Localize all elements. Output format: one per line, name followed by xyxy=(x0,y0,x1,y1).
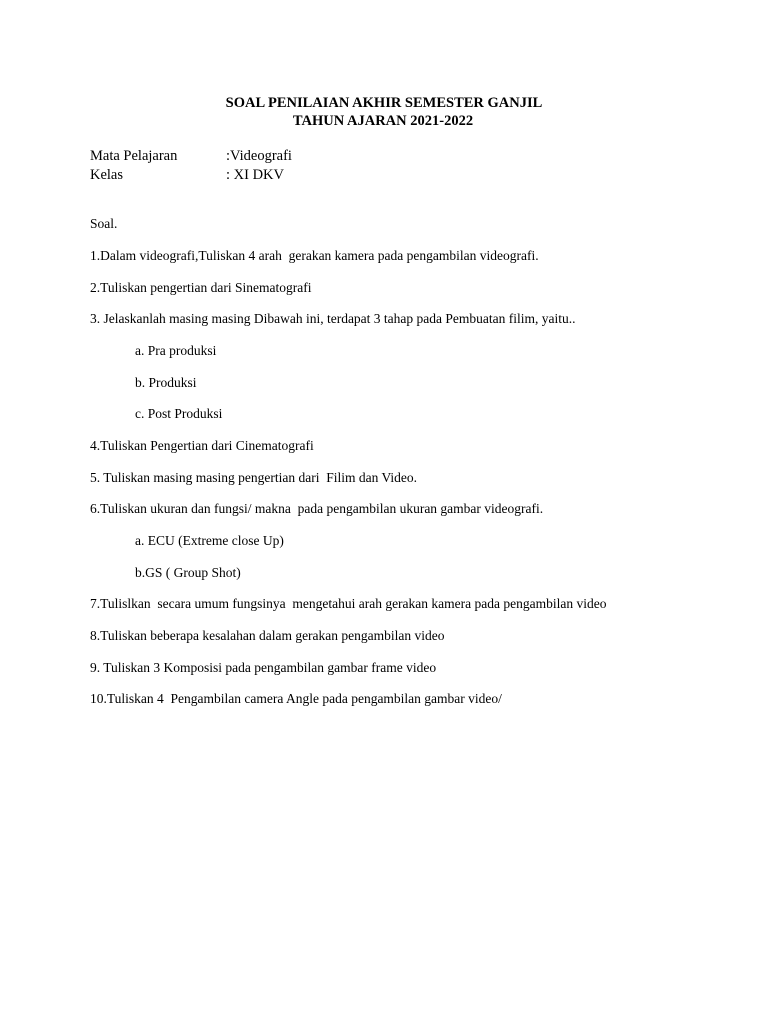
question-9: 9. Tuliskan 3 Komposisi pada pengambilan gambar frame video xyxy=(90,660,437,675)
question-3: 3. Jelaskanlah masing masing Dibawah ini, terdapat 3 tahap pada Pembuatan filim, yaitu.. xyxy=(90,311,576,326)
subject-label: Mata Pelajaran xyxy=(90,148,178,164)
class-row xyxy=(90,166,284,184)
document-title: SOAL PENILAIAN AKHIR SEMESTER GANJIL xyxy=(225,95,543,111)
question-8: 8.Tuliskan beberapa kesalahan dalam gerakan pengambilan video xyxy=(90,628,445,643)
class-label: Kelas xyxy=(90,167,124,183)
question-2: 2.Tuliskan pengertian dari Sinematografi xyxy=(90,280,312,295)
subject-row xyxy=(90,147,292,165)
document-subtitle: TAHUN AJARAN 2021-2022 xyxy=(292,113,474,129)
question-3-option-a: a. Pra produksi xyxy=(135,343,217,358)
soal-heading: Soal. xyxy=(90,216,118,231)
question-5: 5. Tuliskan masing masing pengertian dari Filim dan Video. xyxy=(90,470,418,485)
question-1: 1.Dalam videografi,Tuliskan 4 arah gerakan kamera pada pengambilan videografi. xyxy=(90,248,539,263)
question-10: 10.Tuliskan 4 Pengambilan camera Angle pada pengambilan gambar video/ xyxy=(90,691,502,706)
question-4: 4.Tuliskan Pengertian dari Cinematografi xyxy=(90,438,314,453)
question-6-option-a: a. ECU (Extreme close Up) xyxy=(135,533,284,548)
class-value: : XI DKV xyxy=(226,167,284,183)
question-3-option-b: b. Produksi xyxy=(135,375,197,390)
question-6: 6.Tuliskan ukuran dan fungsi/ makna pada pengambilan ukuran gambar videografi. xyxy=(90,501,544,516)
question-6-option-b: b.GS ( Group Shot) xyxy=(135,565,241,580)
question-3-option-c: c. Post Produksi xyxy=(135,406,223,421)
subject-value: :Videografi xyxy=(226,148,292,164)
question-7: 7.Tulislkan secara umum fungsinya mengetahui arah gerakan kamera pada pengambilan video xyxy=(90,596,607,611)
